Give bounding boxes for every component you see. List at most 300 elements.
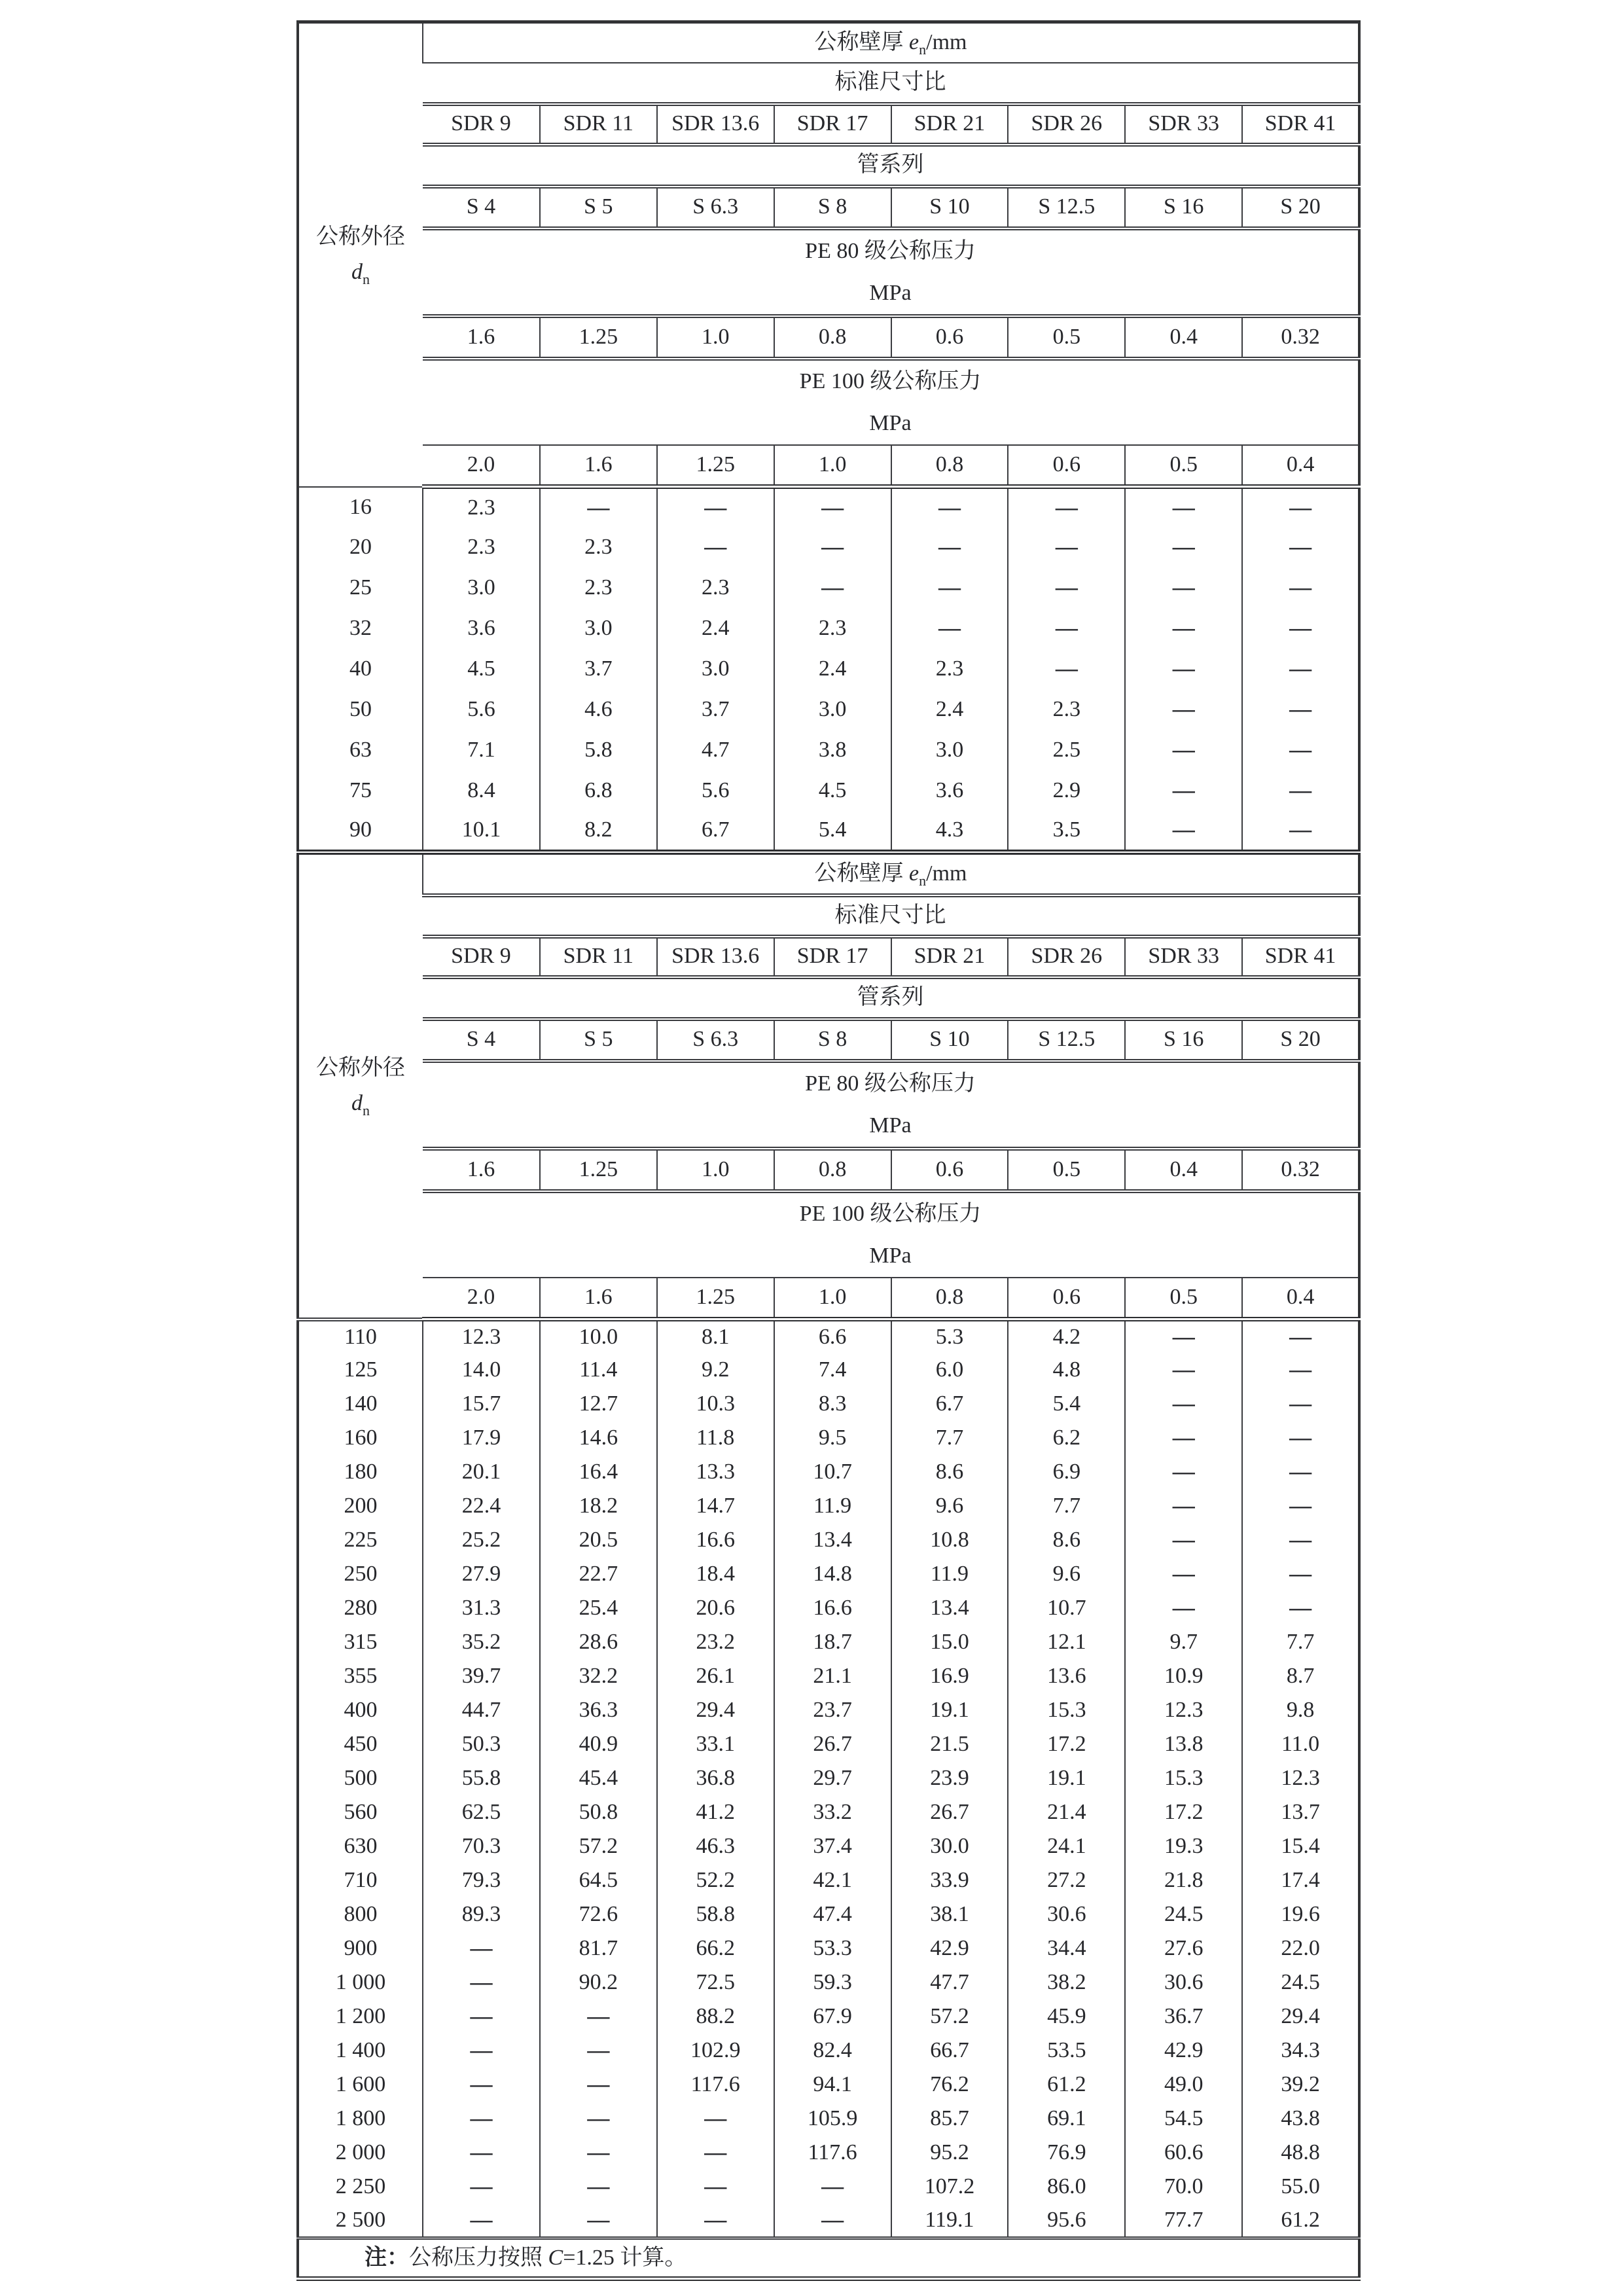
wall-thickness-value-cell: 59.3 <box>774 1966 891 2000</box>
wall-thickness-value-cell: 25.4 <box>540 1592 657 1626</box>
dn-value-cell: 140 <box>344 1391 378 1416</box>
series-header-cell: S 10 <box>891 1019 1008 1061</box>
wall-thickness-value-cell: — <box>1242 1524 1359 1558</box>
dn-value-cell: 20 <box>349 535 372 560</box>
wall-thickness-value-cell: 53.3 <box>774 1932 891 1966</box>
wall-thickness-value-cell: — <box>540 2102 657 2136</box>
wall-thickness-value-cell: 14.0 <box>423 1354 540 1388</box>
series-header-cell: S 20 <box>1242 1019 1359 1061</box>
wall-thickness-value-cell: 17.2 <box>1125 1796 1242 1830</box>
pe80-pressure-value-cell: 1.25 <box>540 316 657 359</box>
wall-thickness-value-cell: — <box>540 2136 657 2170</box>
wall-thickness-value-cell: 31.3 <box>423 1592 540 1626</box>
pe80-pressure-value-cell: 0.6 <box>891 1149 1008 1191</box>
wall-thickness-label: 公称壁厚 <box>814 30 910 54</box>
wall-thickness-value-cell: 22.4 <box>423 1490 540 1524</box>
wall-thickness-value-cell: 55.0 <box>1242 2170 1359 2204</box>
pe100-pressure-value-cell: 1.25 <box>657 1278 774 1319</box>
wall-thickness-value-cell: 8.6 <box>1008 1524 1125 1558</box>
wall-thickness-value-cell: 117.6 <box>774 2136 891 2170</box>
wall-thickness-value-cell: 70.3 <box>423 1830 540 1864</box>
wall-thickness-value-cell: — <box>540 2204 657 2238</box>
wall-thickness-value-cell: 4.7 <box>657 730 774 771</box>
wall-thickness-value-cell: 34.4 <box>1008 1932 1125 1966</box>
wall-thickness-value-cell: 6.8 <box>540 771 657 812</box>
wall-thickness-value-cell: 12.3 <box>423 1319 540 1354</box>
wall-thickness-value-cell: 15.0 <box>891 1626 1008 1660</box>
wall-thickness-value-cell: 2.3 <box>657 568 774 609</box>
wall-thickness-value-cell: 11.0 <box>1242 1728 1359 1762</box>
wall-thickness-value-cell: — <box>1242 1490 1359 1524</box>
dn-value-cell: 400 <box>344 1698 378 1723</box>
wall-thickness-value-cell: 5.6 <box>423 690 540 730</box>
wall-thickness-value-cell: 52.2 <box>657 1864 774 1898</box>
sdr-header-cell: SDR 21 <box>891 104 1008 145</box>
wall-thickness-value-cell: 39.2 <box>1242 2068 1359 2102</box>
wall-thickness-value-cell: — <box>1125 649 1242 690</box>
pe80-pressure-value-cell: 0.8 <box>774 316 891 359</box>
wall-thickness-value-cell: — <box>1125 1319 1242 1354</box>
wall-thickness-value-cell: — <box>891 528 1008 568</box>
wall-thickness-value-cell: 38.1 <box>891 1898 1008 1932</box>
wall-thickness-value-cell: — <box>774 2170 891 2204</box>
wall-thickness-value-cell: 47.7 <box>891 1966 1008 2000</box>
wall-thickness-value-cell: 33.2 <box>774 1796 891 1830</box>
wall-thickness-value-cell: — <box>891 609 1008 649</box>
wall-thickness-value-cell: 11.9 <box>774 1490 891 1524</box>
wall-thickness-value-cell: 33.1 <box>657 1728 774 1762</box>
wall-thickness-value-cell: 36.3 <box>540 1694 657 1728</box>
wall-thickness-value-cell: 49.0 <box>1125 2068 1242 2102</box>
nominal-outside-diameter-header-cell <box>298 855 423 1319</box>
wall-thickness-value-cell: 5.4 <box>774 812 891 852</box>
pe100-pressure-value-cell: 1.6 <box>540 445 657 487</box>
series-header-cell: S 4 <box>423 187 540 228</box>
dn-value-cell: 125 <box>344 1357 378 1382</box>
series-header-cell: S 12.5 <box>1008 1019 1125 1061</box>
dn-value-cell: 710 <box>344 1868 378 1893</box>
sdr-header-cell: SDR 13.6 <box>657 937 774 977</box>
wall-thickness-value-cell: 10.1 <box>423 812 540 852</box>
wall-thickness-value-cell: 43.8 <box>1242 2102 1359 2136</box>
wall-thickness-value-cell: 3.0 <box>891 730 1008 771</box>
dn-subscript: n <box>363 271 370 288</box>
dn-value-cell: 32 <box>349 616 372 641</box>
wall-thickness-value-cell: — <box>423 2204 540 2238</box>
wall-thickness-value-cell: 61.2 <box>1008 2068 1125 2102</box>
wall-thickness-value-cell: 20.5 <box>540 1524 657 1558</box>
wall-thickness-value-cell: 3.8 <box>774 730 891 771</box>
wall-thickness-value-cell: 22.7 <box>540 1558 657 1592</box>
wall-thickness-value-cell: 10.7 <box>1008 1592 1125 1626</box>
wall-thickness-value-cell: 53.5 <box>1008 2034 1125 2068</box>
wall-thickness-value-cell: 48.8 <box>1242 2136 1359 2170</box>
wall-thickness-value-cell: — <box>1242 690 1359 730</box>
pe80-pressure-value-cell: 1.6 <box>423 316 540 359</box>
series-header-cell: S 6.3 <box>657 1019 774 1061</box>
wall-thickness-value-cell: 17.9 <box>423 1422 540 1456</box>
wall-thickness-value-cell: — <box>774 568 891 609</box>
note-text: 公称压力按照 <box>409 2245 548 2270</box>
wall-thickness-value-cell: 2.4 <box>657 609 774 649</box>
wall-thickness-value-cell: 17.4 <box>1242 1864 1359 1898</box>
pipe-series-label-cell <box>423 977 1359 1019</box>
wall-thickness-value-cell: — <box>1242 487 1359 528</box>
wall-thickness-value-cell: — <box>540 2000 657 2034</box>
wall-thickness-value-cell: 9.6 <box>1008 1558 1125 1592</box>
wall-thickness-value-cell: 54.5 <box>1125 2102 1242 2136</box>
wall-thickness-value-cell: 69.1 <box>1008 2102 1125 2136</box>
wall-thickness-value-cell: — <box>1242 730 1359 771</box>
en-subscript: n <box>919 872 927 889</box>
wall-thickness-value-cell: 2.3 <box>423 528 540 568</box>
wall-thickness-value-cell: — <box>1008 528 1125 568</box>
wall-thickness-value-cell: — <box>774 528 891 568</box>
wall-thickness-value-cell: 15.7 <box>423 1388 540 1422</box>
sdr-header-cell: SDR 11 <box>540 937 657 977</box>
wall-thickness-value-cell: 55.8 <box>423 1762 540 1796</box>
wall-thickness-value-cell: 7.7 <box>1008 1490 1125 1524</box>
wall-thickness-value-cell: 42.1 <box>774 1864 891 1898</box>
wall-thickness-value-cell: — <box>540 487 657 528</box>
wall-thickness-value-cell: 81.7 <box>540 1932 657 1966</box>
pe100-pressure-value-cell: 0.8 <box>891 1278 1008 1319</box>
wall-thickness-value-cell: 8.6 <box>891 1456 1008 1490</box>
wall-thickness-value-cell: 30.6 <box>1008 1898 1125 1932</box>
wall-thickness-value-cell: 26.7 <box>774 1728 891 1762</box>
wall-thickness-unit: /mm <box>926 861 967 886</box>
wall-thickness-value-cell: 7.7 <box>891 1422 1008 1456</box>
pe100-pressure-value-cell: 1.0 <box>774 1278 891 1319</box>
series-header-cell: S 8 <box>774 1019 891 1061</box>
wall-thickness-value-cell: 9.6 <box>891 1490 1008 1524</box>
wall-thickness-value-cell: — <box>1125 609 1242 649</box>
wall-thickness-value-cell: 3.7 <box>540 649 657 690</box>
dn-value-cell: 355 <box>344 1664 378 1689</box>
wall-thickness-value-cell: 6.9 <box>1008 1456 1125 1490</box>
wall-thickness-value-cell: 18.2 <box>540 1490 657 1524</box>
wall-thickness-value-cell: — <box>1008 568 1125 609</box>
wall-thickness-value-cell: 12.3 <box>1125 1694 1242 1728</box>
wall-thickness-value-cell: 10.7 <box>774 1456 891 1490</box>
wall-thickness-value-cell: 76.9 <box>1008 2136 1125 2170</box>
wall-thickness-value-cell: 4.5 <box>423 649 540 690</box>
sdr-header-cell: SDR 9 <box>423 937 540 977</box>
wall-thickness-value-cell: 26.1 <box>657 1660 774 1694</box>
wall-thickness-value-cell: 32.2 <box>540 1660 657 1694</box>
series-header-cell: S 5 <box>540 1019 657 1061</box>
wall-thickness-value-cell: 2.4 <box>774 649 891 690</box>
wall-thickness-value-cell: 89.3 <box>423 1898 540 1932</box>
dn-subscript: n <box>363 1102 370 1119</box>
sdr-header-cell: SDR 26 <box>1008 104 1125 145</box>
wall-thickness-label: 公称壁厚 <box>814 861 910 886</box>
sdr-header-cell: SDR 33 <box>1125 937 1242 977</box>
pe100-pressure-value-cell: 0.6 <box>1008 445 1125 487</box>
sdr-header-cell: SDR 9 <box>423 104 540 145</box>
wall-thickness-value-cell: 26.7 <box>891 1796 1008 1830</box>
wall-thickness-value-cell: 2.3 <box>540 568 657 609</box>
wall-thickness-value-cell: — <box>1125 1490 1242 1524</box>
wall-thickness-value-cell: — <box>423 1932 540 1966</box>
en-symbol: e <box>909 861 919 886</box>
wall-thickness-value-cell: 21.5 <box>891 1728 1008 1762</box>
wall-thickness-value-cell: — <box>1242 1558 1359 1592</box>
wall-thickness-value-cell: — <box>774 2204 891 2238</box>
wall-thickness-value-cell: 57.2 <box>891 2000 1008 2034</box>
wall-thickness-value-cell: 38.2 <box>1008 1966 1125 2000</box>
wall-thickness-value-cell: — <box>1125 528 1242 568</box>
pe100-pressure-unit: MPa <box>869 410 912 435</box>
wall-thickness-value-cell: 27.6 <box>1125 1932 1242 1966</box>
wall-thickness-value-cell: 7.7 <box>1242 1626 1359 1660</box>
wall-thickness-value-cell: — <box>423 2136 540 2170</box>
wall-thickness-value-cell: — <box>423 2068 540 2102</box>
pe80-pressure-value-cell: 0.32 <box>1242 1149 1359 1191</box>
wall-thickness-value-cell: 35.2 <box>423 1626 540 1660</box>
wall-thickness-value-cell: 16.9 <box>891 1660 1008 1694</box>
wall-thickness-value-cell: — <box>1242 649 1359 690</box>
wall-thickness-value-cell: 14.8 <box>774 1558 891 1592</box>
wall-thickness-value-cell: — <box>1125 690 1242 730</box>
wall-thickness-value-cell: — <box>774 487 891 528</box>
wall-thickness-value-cell: 11.8 <box>657 1422 774 1456</box>
wall-thickness-value-cell: 7.1 <box>423 730 540 771</box>
pe100-pressure-value-cell: 0.5 <box>1125 445 1242 487</box>
en-symbol: e <box>909 30 919 54</box>
pe80-pressure-label-cell <box>423 1061 1359 1149</box>
wall-thickness-value-cell: 10.9 <box>1125 1660 1242 1694</box>
wall-thickness-value-cell: 24.1 <box>1008 1830 1125 1864</box>
wall-thickness-value-cell: 22.0 <box>1242 1932 1359 1966</box>
wall-thickness-value-cell: 8.1 <box>657 1319 774 1354</box>
pe100-pressure-value-cell: 0.8 <box>891 445 1008 487</box>
note-label: 注： <box>365 2245 409 2270</box>
wall-thickness-value-cell: — <box>891 487 1008 528</box>
wall-thickness-value-cell: — <box>1242 771 1359 812</box>
series-header-cell: S 16 <box>1125 1019 1242 1061</box>
wall-thickness-value-cell: 12.1 <box>1008 1626 1125 1660</box>
wall-thickness-value-cell: — <box>1242 1388 1359 1422</box>
pe80-pressure-label: PE 80 级公称压力 <box>805 1071 976 1096</box>
wall-thickness-value-cell: 15.4 <box>1242 1830 1359 1864</box>
series-header-cell: S 10 <box>891 187 1008 228</box>
pe100-pressure-label-cell <box>423 1191 1359 1278</box>
wall-thickness-value-cell: — <box>657 2204 774 2238</box>
wall-thickness-header-cell <box>423 22 1359 63</box>
wall-thickness-value-cell: 8.2 <box>540 812 657 852</box>
wall-thickness-value-cell: 3.0 <box>657 649 774 690</box>
pipe-wall-thickness-tables <box>296 20 1361 2281</box>
wall-thickness-value-cell: 2.3 <box>891 649 1008 690</box>
wall-thickness-value-cell: 36.8 <box>657 1762 774 1796</box>
wall-thickness-value-cell: 13.4 <box>891 1592 1008 1626</box>
wall-thickness-value-cell: 72.5 <box>657 1966 774 2000</box>
sdr-section-label: 标准尺寸比 <box>834 69 946 94</box>
dn-value-cell: 225 <box>344 1528 378 1552</box>
wall-thickness-value-cell: 66.2 <box>657 1932 774 1966</box>
wall-thickness-value-cell: 41.2 <box>657 1796 774 1830</box>
wall-thickness-value-cell: 3.0 <box>540 609 657 649</box>
wall-thickness-value-cell: 88.2 <box>657 2000 774 2034</box>
wall-thickness-value-cell: — <box>1125 1388 1242 1422</box>
dn-value-cell: 450 <box>344 1732 378 1757</box>
wall-thickness-value-cell: 23.7 <box>774 1694 891 1728</box>
wall-thickness-value-cell: — <box>1125 1354 1242 1388</box>
pe80-pressure-label: PE 80 级公称压力 <box>805 238 976 263</box>
wall-thickness-value-cell: 11.9 <box>891 1558 1008 1592</box>
wall-thickness-header-cell <box>423 855 1359 895</box>
series-header-cell: S 6.3 <box>657 187 774 228</box>
pipe-table-small-diameters <box>296 20 1361 855</box>
en-subscript: n <box>919 41 927 58</box>
wall-thickness-value-cell: 47.4 <box>774 1898 891 1932</box>
wall-thickness-value-cell: 2.3 <box>540 528 657 568</box>
wall-thickness-value-cell: 9.2 <box>657 1354 774 1388</box>
pe80-pressure-unit: MPa <box>869 1113 912 1138</box>
dn-symbol: d <box>351 260 363 285</box>
sdr-header-cell: SDR 17 <box>774 937 891 977</box>
dn-value-cell: 180 <box>344 1460 378 1484</box>
wall-thickness-value-cell: 50.3 <box>423 1728 540 1762</box>
pipe-series-label: 管系列 <box>857 152 924 177</box>
pe100-pressure-value-cell: 1.6 <box>540 1278 657 1319</box>
wall-thickness-value-cell: 107.2 <box>891 2170 1008 2204</box>
wall-thickness-value-cell: 3.6 <box>891 771 1008 812</box>
dn-value-cell: 500 <box>344 1766 378 1791</box>
dn-value-cell: 25 <box>349 575 372 600</box>
wall-thickness-value-cell: 10.8 <box>891 1524 1008 1558</box>
wall-thickness-value-cell: 66.7 <box>891 2034 1008 2068</box>
wall-thickness-value-cell: 95.2 <box>891 2136 1008 2170</box>
wall-thickness-value-cell: — <box>1125 1456 1242 1490</box>
wall-thickness-value-cell: — <box>540 2170 657 2204</box>
wall-thickness-value-cell: — <box>1125 1422 1242 1456</box>
note-cell <box>298 2238 1359 2279</box>
series-header-cell: S 8 <box>774 187 891 228</box>
wall-thickness-value-cell: 18.7 <box>774 1626 891 1660</box>
wall-thickness-value-cell: 13.6 <box>1008 1660 1125 1694</box>
pe100-pressure-label-cell <box>423 359 1359 445</box>
wall-thickness-value-cell: 3.0 <box>774 690 891 730</box>
wall-thickness-value-cell: 9.5 <box>774 1422 891 1456</box>
dn-value-cell: 160 <box>344 1426 378 1450</box>
sdr-header-cell: SDR 41 <box>1242 104 1359 145</box>
wall-thickness-value-cell: — <box>540 2068 657 2102</box>
wall-thickness-value-cell: 42.9 <box>891 1932 1008 1966</box>
wall-thickness-value-cell: 23.9 <box>891 1762 1008 1796</box>
wall-thickness-value-cell: — <box>1125 568 1242 609</box>
wall-thickness-value-cell: 70.0 <box>1125 2170 1242 2204</box>
wall-thickness-value-cell: 45.4 <box>540 1762 657 1796</box>
pe80-pressure-unit: MPa <box>869 280 912 305</box>
dn-value-cell: 16 <box>349 494 372 519</box>
wall-thickness-value-cell: 44.7 <box>423 1694 540 1728</box>
wall-thickness-value-cell: 20.6 <box>657 1592 774 1626</box>
wall-thickness-value-cell: 14.6 <box>540 1422 657 1456</box>
wall-thickness-value-cell: — <box>1242 1592 1359 1626</box>
wall-thickness-value-cell: — <box>1242 1456 1359 1490</box>
pe100-pressure-value-cell: 0.4 <box>1242 1278 1359 1319</box>
wall-thickness-value-cell: 24.5 <box>1242 1966 1359 2000</box>
wall-thickness-value-cell: — <box>423 2034 540 2068</box>
wall-thickness-value-cell: 29.4 <box>657 1694 774 1728</box>
wall-thickness-unit: /mm <box>926 30 967 54</box>
wall-thickness-value-cell: 36.7 <box>1125 2000 1242 2034</box>
wall-thickness-value-cell: 16.6 <box>657 1524 774 1558</box>
wall-thickness-value-cell: 34.3 <box>1242 2034 1359 2068</box>
pe80-pressure-value-cell: 1.25 <box>540 1149 657 1191</box>
wall-thickness-value-cell: 13.8 <box>1125 1728 1242 1762</box>
wall-thickness-value-cell: — <box>1242 528 1359 568</box>
wall-thickness-value-cell: — <box>891 568 1008 609</box>
wall-thickness-value-cell: — <box>657 2102 774 2136</box>
wall-thickness-value-cell: 12.3 <box>1242 1762 1359 1796</box>
wall-thickness-value-cell: 33.9 <box>891 1864 1008 1898</box>
series-header-cell: S 12.5 <box>1008 187 1125 228</box>
dn-value-cell: 63 <box>349 738 372 762</box>
wall-thickness-value-cell: 21.4 <box>1008 1796 1125 1830</box>
pipe-series-label-cell <box>423 145 1359 187</box>
pe100-pressure-value-cell: 2.0 <box>423 1278 540 1319</box>
wall-thickness-value-cell: 8.3 <box>774 1388 891 1422</box>
wall-thickness-value-cell: 4.6 <box>540 690 657 730</box>
wall-thickness-value-cell: — <box>1125 1524 1242 1558</box>
series-header-cell: S 20 <box>1242 187 1359 228</box>
pe100-pressure-value-cell: 0.5 <box>1125 1278 1242 1319</box>
pe100-pressure-label: PE 100 级公称压力 <box>799 368 982 393</box>
wall-thickness-value-cell: 79.3 <box>423 1864 540 1898</box>
wall-thickness-value-cell: — <box>423 2000 540 2034</box>
wall-thickness-value-cell: 15.3 <box>1125 1762 1242 1796</box>
series-header-cell: S 16 <box>1125 187 1242 228</box>
wall-thickness-value-cell: 4.3 <box>891 812 1008 852</box>
wall-thickness-value-cell: 60.6 <box>1125 2136 1242 2170</box>
wall-thickness-value-cell: 10.0 <box>540 1319 657 1354</box>
sdr-section-label: 标准尺寸比 <box>834 903 946 927</box>
wall-thickness-value-cell: 15.3 <box>1008 1694 1125 1728</box>
wall-thickness-value-cell: 27.2 <box>1008 1864 1125 1898</box>
wall-thickness-value-cell: 21.8 <box>1125 1864 1242 1898</box>
dn-label: 公称外径 <box>316 224 405 249</box>
wall-thickness-value-cell: 29.4 <box>1242 2000 1359 2034</box>
dn-value-cell: 2 000 <box>335 2140 386 2165</box>
wall-thickness-value-cell: 90.2 <box>540 1966 657 2000</box>
wall-thickness-value-cell: 19.1 <box>1008 1762 1125 1796</box>
dn-value-cell: 1 800 <box>335 2106 386 2131</box>
sdr-header-cell: SDR 41 <box>1242 937 1359 977</box>
pe80-pressure-value-cell: 0.8 <box>774 1149 891 1191</box>
wall-thickness-value-cell: — <box>1125 487 1242 528</box>
wall-thickness-value-cell: — <box>1242 1422 1359 1456</box>
wall-thickness-value-cell: — <box>1125 812 1242 852</box>
wall-thickness-value-cell: — <box>1242 568 1359 609</box>
wall-thickness-value-cell: 4.5 <box>774 771 891 812</box>
c-symbol: C <box>548 2245 563 2270</box>
dn-value-cell: 315 <box>344 1630 378 1655</box>
wall-thickness-value-cell: 18.4 <box>657 1558 774 1592</box>
pe80-pressure-value-cell: 1.0 <box>657 1149 774 1191</box>
wall-thickness-value-cell: 13.7 <box>1242 1796 1359 1830</box>
wall-thickness-value-cell: 27.9 <box>423 1558 540 1592</box>
wall-thickness-value-cell: 5.8 <box>540 730 657 771</box>
pe80-pressure-value-cell: 1.6 <box>423 1149 540 1191</box>
wall-thickness-value-cell: 102.9 <box>657 2034 774 2068</box>
series-header-cell: S 5 <box>540 187 657 228</box>
sdr-section-label-cell <box>423 63 1359 104</box>
wall-thickness-value-cell: 25.2 <box>423 1524 540 1558</box>
wall-thickness-value-cell: — <box>423 1966 540 2000</box>
